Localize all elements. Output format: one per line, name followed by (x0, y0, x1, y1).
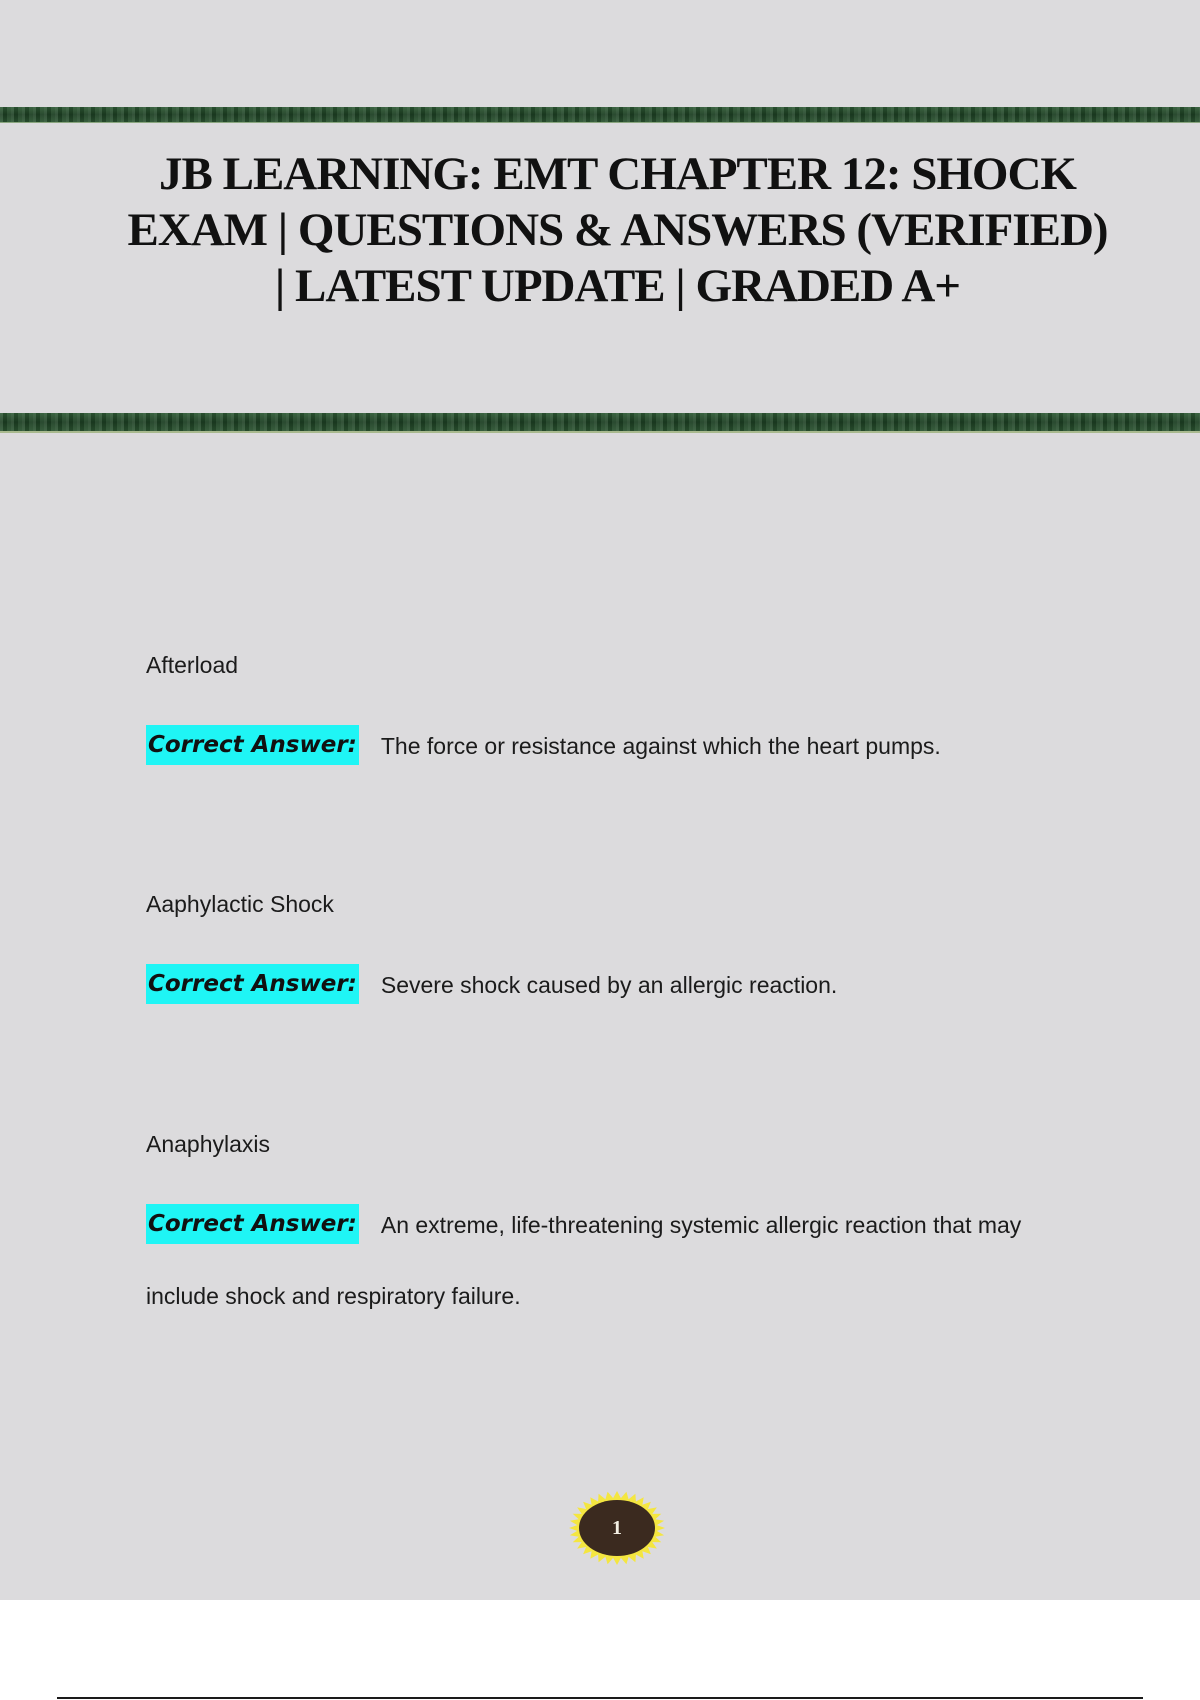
question-term: Anaphylaxis (146, 1131, 271, 1157)
page-number-seal (568, 1490, 666, 1566)
question-term: Aaphylactic Shock (146, 891, 334, 917)
answer-text: The force or resistance against which the heart pumps. (380, 732, 941, 759)
answer-text: Severe shock caused by an allergic reaction. (380, 971, 838, 998)
bottom-decorative-band (0, 413, 1200, 433)
correct-answer-label: Correct Answer: (146, 964, 359, 1004)
document-title: JB LEARNING: EMT CHAPTER 12: SHOCK EXAM | QUESTIONS & ANSWERS (VERIFIED) | LATEST UPDATE | GRADED A+ (127, 148, 1108, 312)
answer-text-continued: include shock and respiratory failure. (146, 1283, 521, 1309)
answer-row (146, 1204, 1076, 1244)
answer-row (146, 725, 1076, 765)
answer-text: An extreme, life-threatening systemic allergic reaction that may (380, 1211, 1022, 1238)
page-number: 1 (612, 1517, 622, 1539)
correct-answer-label: Correct Answer: (146, 1204, 359, 1244)
answer-row (146, 964, 1076, 1004)
correct-answer-label: Correct Answer: (146, 725, 359, 765)
question-term: Afterload (146, 652, 239, 678)
top-decorative-band (0, 107, 1200, 123)
footer-rule (57, 1697, 1143, 1699)
